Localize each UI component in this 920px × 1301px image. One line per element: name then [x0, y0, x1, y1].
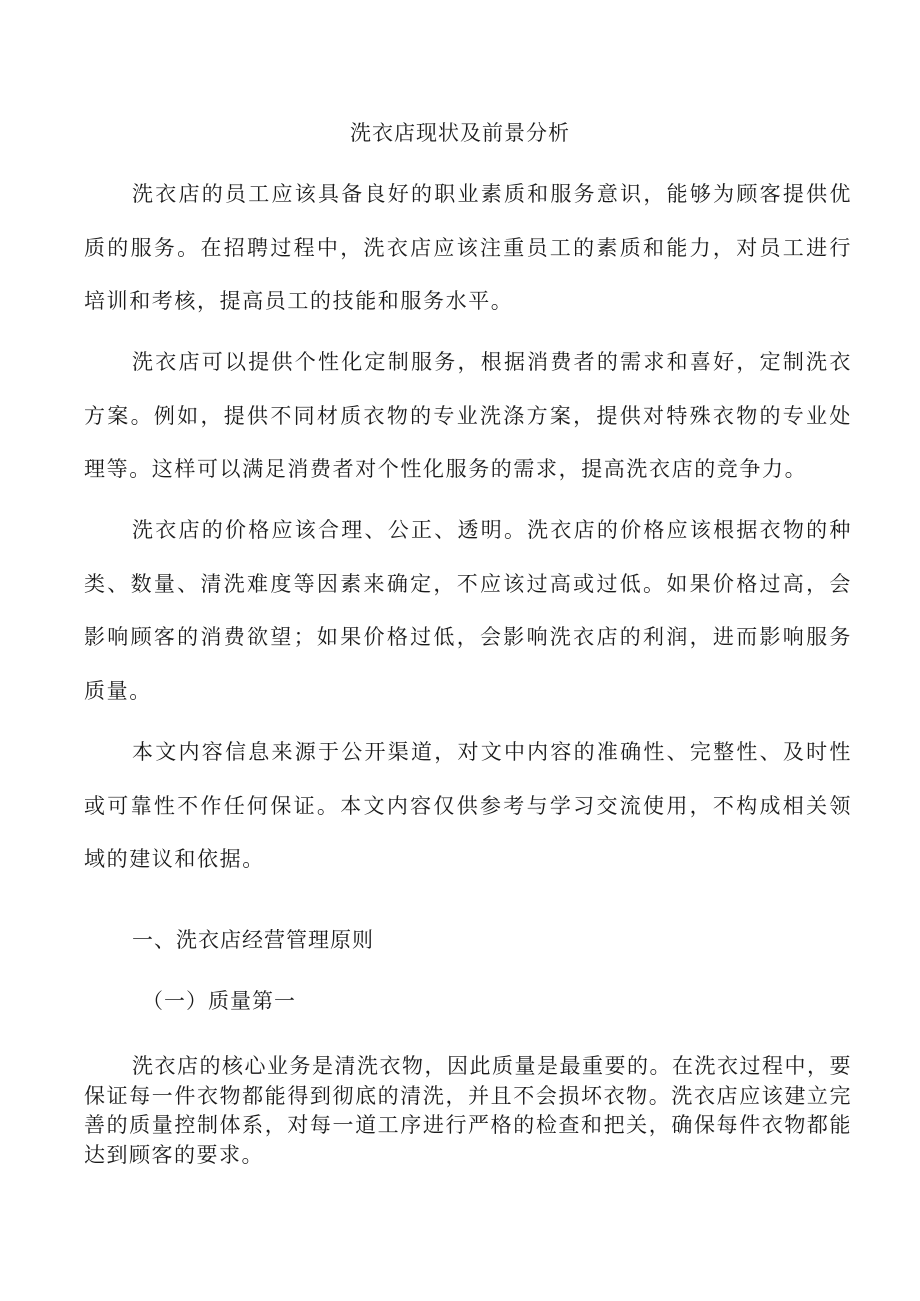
section-heading: 一、洗衣店经营管理原则	[132, 928, 374, 952]
paragraph-pricing: 洗衣店的价格应该合理、公正、透明。洗衣店的价格应该根据衣物的种类、数量、清洗难度等因素来确定，不应该过高或过低。如果价格过高，会影响顾客的消费欲望；如果价格过低，会影响洗衣店的利润，进而影响服务质量。	[84, 518, 852, 703]
document-title: 洗衣店现状及前景分析	[350, 121, 570, 145]
paragraph-disclaimer: 本文内容信息来源于公开渠道，对文中内容的准确性、完整性、及时性或可靠性不作任何保证。本文内容仅供参考与学习交流使用，不构成相关领域的建议和依据。	[84, 740, 852, 871]
subsection-heading: （一）质量第一	[142, 989, 296, 1013]
paragraph-custom-service: 洗衣店可以提供个性化定制服务，根据消费者的需求和喜好，定制洗衣方案。例如，提供不同材质衣物的专业洗涤方案，提供对特殊衣物的专业处理等。这样可以满足消费者对个性化服务的需求，提高洗衣店的竞争力。	[84, 350, 852, 481]
paragraph-quality-first: 洗衣店的核心业务是清洗衣物，因此质量是最重要的。在洗衣过程中，要保证每一件衣物都能得到彻底的清洗，并且不会损坏衣物。洗衣店应该建立完善的质量控制体系，对每一道工序进行严格的检查和把关，确保每件衣物都能达到顾客的要求。	[84, 1054, 852, 1167]
paragraph-staff-quality: 洗衣店的员工应该具备良好的职业素质和服务意识，能够为顾客提供优质的服务。在招聘过程中，洗衣店应该注重员工的素质和能力，对员工进行培训和考核，提高员工的技能和服务水平。	[84, 182, 852, 313]
